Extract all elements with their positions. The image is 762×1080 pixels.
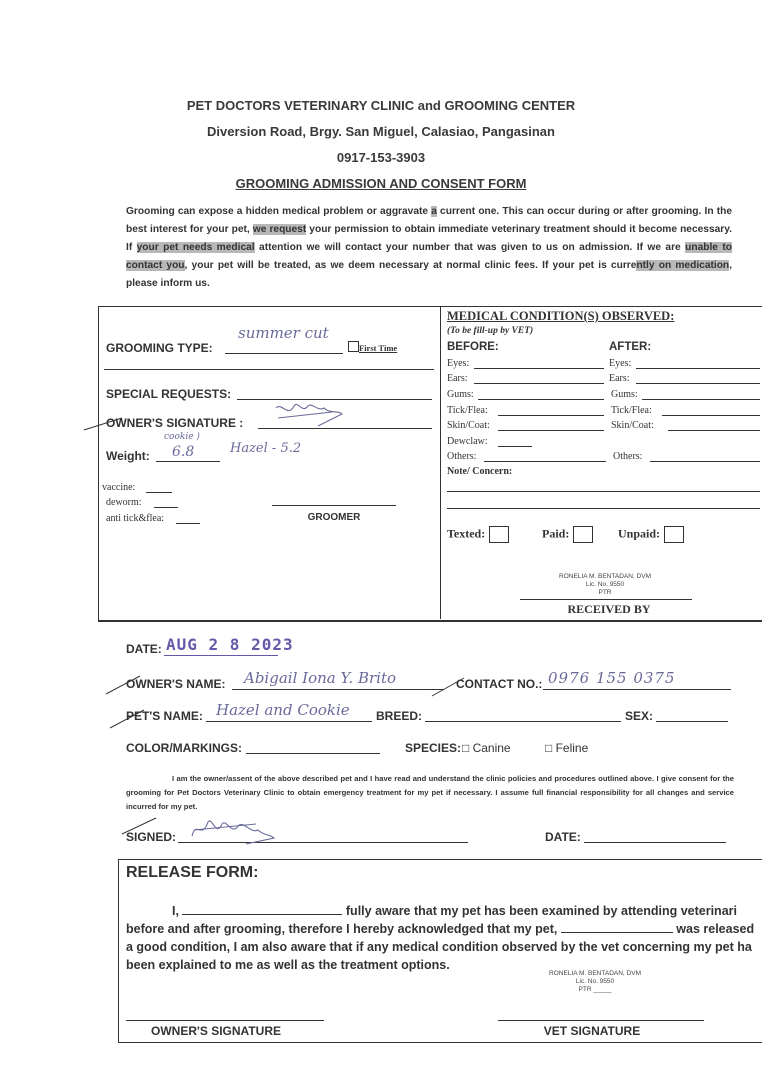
release-line-3: a good condition, I am also aware that if any medical condition observed by the vet concerning my pet ha: [126, 940, 752, 954]
grooming-type-line: [225, 353, 343, 354]
dewclaw-line[interactable]: [498, 446, 532, 447]
clinic-name: PET DOCTORS VETERINARY CLINIC and GROOMING CENTER: [186, 98, 576, 113]
after-skin-label: Skin/Coat:: [611, 420, 654, 431]
medical-title: MEDICAL CONDITION(S) OBSERVED:: [447, 309, 675, 323]
date-line: [164, 655, 278, 656]
medical-subtitle: (To be fill-up by VET): [447, 326, 534, 336]
before-skin-label: Skin/Coat:: [447, 420, 490, 431]
release-vet-signature-line[interactable]: [498, 1020, 704, 1021]
pet-name-value[interactable]: Hazel and Cookie: [216, 701, 350, 719]
breed-line[interactable]: [425, 721, 621, 722]
owner-name-value[interactable]: Abigail Iona Y. Brito: [244, 669, 397, 687]
first-time-checkbox[interactable]: [348, 341, 359, 352]
before-eyes-label: Eyes:: [447, 358, 470, 369]
date2-label: DATE:: [545, 830, 581, 844]
unpaid-label: Unpaid:: [618, 526, 661, 541]
consent-text: I am the owner/assent of the above described pet and I have read and understand the clinic policies and procedures outlined above. I give consent for the grooming for Pet Doctors Veterinary Clinic to obtain emergency treatment for my pet if necessary. I assume full financial responsibility for all changes and service incurred for my pet.: [126, 774, 734, 811]
grooming-type-label: GROOMING TYPE:: [106, 341, 213, 355]
deworm-label: deworm:: [106, 497, 142, 508]
release-owner-signature-line[interactable]: [126, 1020, 324, 1021]
weight-value-hazel[interactable]: Hazel - 5.2: [230, 441, 302, 456]
clinic-phone: 0917-153-3903: [336, 150, 426, 165]
note-line-1[interactable]: [447, 491, 760, 492]
received-by-label: RECEIVED BY: [567, 602, 651, 616]
before-eyes-line[interactable]: [474, 368, 604, 369]
clinic-address: Diversion Road, Brgy. San Miguel, Calasiao, Pangasinan: [207, 124, 555, 139]
release-line-1: I, fully aware that my pet has been examined by attending veterinari: [172, 904, 737, 918]
after-eyes-line[interactable]: [636, 368, 760, 369]
box-divider: [440, 306, 441, 619]
after-tick-label: Tick/Flea:: [611, 405, 652, 416]
release-line-2: before and after grooming, therefore I hereby acknowledged that my pet, was released: [126, 922, 755, 936]
weight-note: cookie ): [164, 432, 200, 442]
unpaid-checkbox[interactable]: [664, 526, 684, 543]
note-label: Note/ Concern:: [447, 466, 513, 477]
release-owner-signature-label: OWNER'S SIGNATURE: [151, 1024, 281, 1038]
before-gums-label: Gums:: [447, 389, 474, 400]
anti-tick-label: anti tick&flea:: [106, 513, 165, 524]
note-line-2[interactable]: [447, 508, 760, 509]
vaccine-label: vaccine:: [102, 482, 136, 493]
weight-line: [156, 461, 220, 462]
first-time-label: First Time: [359, 343, 398, 353]
contact-line: [543, 689, 731, 690]
others-after-line[interactable]: [650, 461, 760, 462]
owner-name-label: OWNER'S NAME:: [126, 677, 226, 691]
release-vet-stamp: [520, 970, 670, 994]
signed-label: SIGNED:: [126, 830, 177, 844]
owner-signature-mark: [82, 400, 352, 440]
release-title: RELEASE FORM:: [126, 864, 259, 881]
vet-stamp-lic: Lic. No. 9550: [585, 581, 625, 588]
canine-option[interactable]: □ Canine: [462, 741, 511, 755]
sex-label: SEX:: [625, 709, 654, 723]
others-line[interactable]: [484, 461, 606, 462]
vet-stamp: [530, 573, 680, 597]
after-eyes-label: Eyes:: [609, 358, 632, 369]
before-ears-label: Ears:: [447, 373, 468, 384]
after-ears-label: Ears:: [609, 373, 630, 384]
before-ears-line[interactable]: [474, 383, 604, 384]
deworm-line[interactable]: [154, 507, 178, 508]
owner-name-line: [232, 689, 444, 690]
groomer-signature-line[interactable]: [272, 505, 396, 506]
contact-label: CONTACT NO.:: [456, 677, 543, 691]
texted-label: Texted:: [447, 526, 486, 541]
release-vet-stamp-name: RONELIA M. BENTADAN, DVM: [549, 970, 641, 977]
others-after-label: Others:: [613, 451, 643, 462]
release-owner-name-blank[interactable]: [182, 902, 342, 915]
after-gums-line[interactable]: [642, 399, 760, 400]
paid-field: [542, 526, 593, 543]
signed-signature: [186, 814, 276, 848]
release-line-4: been explained to me as well as the treatment options.: [126, 958, 450, 972]
release-vet-stamp-ptr: PTR _____: [578, 986, 612, 993]
received-by-line[interactable]: [520, 599, 692, 600]
anti-tick-line[interactable]: [176, 523, 200, 524]
grooming-type-value[interactable]: summer cut: [238, 324, 329, 342]
feline-option[interactable]: □ Feline: [545, 741, 589, 755]
after-label: AFTER:: [609, 341, 652, 353]
before-tick-label: Tick/Flea:: [447, 405, 488, 416]
pet-name-label: PET'S NAME:: [126, 709, 203, 723]
form-title: GROOMING ADMISSION AND CONSENT FORM: [235, 176, 527, 191]
release-vet-stamp-lic: Lic. No. 9550: [575, 978, 615, 985]
texted-field: [447, 526, 509, 543]
vet-stamp-name: RONELIA M. BENTADAN, DVM: [559, 573, 651, 580]
dewclaw-label: Dewclaw:: [447, 436, 488, 447]
texted-checkbox[interactable]: [489, 526, 509, 543]
release-vet-signature-label: VET SIGNATURE: [543, 1024, 641, 1038]
unpaid-field: [618, 526, 684, 543]
date2-line[interactable]: [584, 842, 726, 843]
special-requests-label: SPECIAL REQUESTS:: [106, 387, 232, 401]
after-tick-line[interactable]: [662, 415, 760, 416]
paid-label: Paid:: [542, 526, 570, 541]
weight-value[interactable]: 6.8: [172, 444, 195, 460]
vaccine-line[interactable]: [146, 492, 172, 493]
after-ears-line[interactable]: [636, 383, 760, 384]
before-label: BEFORE:: [447, 341, 499, 353]
after-skin-line[interactable]: [668, 430, 760, 431]
after-gums-label: Gums:: [611, 389, 638, 400]
contact-value[interactable]: 0976 155 0375: [548, 669, 676, 687]
vet-stamp-ptr: PTR: [598, 589, 612, 596]
intro-paragraph: Grooming can expose a hidden medical problem or aggravate a current one. This can occur during or after grooming. In the best interest for your pet, we request your permission to obtain immediate veterinary treatment should it become necessary. If your pet needs medical attention we will contact your number that was given to us on admission. If we are unable to contact you, your pet will be treated, as we deem necessary at normal clinic fees. If your pet is currently on medication, please inform us.: [126, 206, 732, 289]
grooming-extra-line: [104, 369, 434, 370]
before-tick-line[interactable]: [498, 415, 604, 416]
pet-name-line: [206, 721, 372, 722]
before-gums-line[interactable]: [478, 399, 604, 400]
weight-label: Weight:: [106, 449, 150, 463]
before-skin-line[interactable]: [498, 430, 604, 431]
others-label: Others:: [447, 451, 477, 462]
owner-signature-label: OWNER'S SIGNATURE :: [106, 416, 244, 430]
species-label: SPECIES:: [405, 741, 462, 755]
release-pet-name-blank[interactable]: [561, 920, 673, 933]
date-stamp[interactable]: AUG 2 8 2023: [166, 635, 294, 654]
color-line[interactable]: [246, 753, 380, 754]
color-label: COLOR/MARKINGS:: [126, 741, 242, 755]
sex-line[interactable]: [656, 721, 728, 722]
date-label: DATE:: [126, 642, 162, 656]
groomer-label: GROOMER: [307, 512, 361, 523]
breed-label: BREED:: [376, 709, 423, 723]
paid-checkbox[interactable]: [573, 526, 593, 543]
